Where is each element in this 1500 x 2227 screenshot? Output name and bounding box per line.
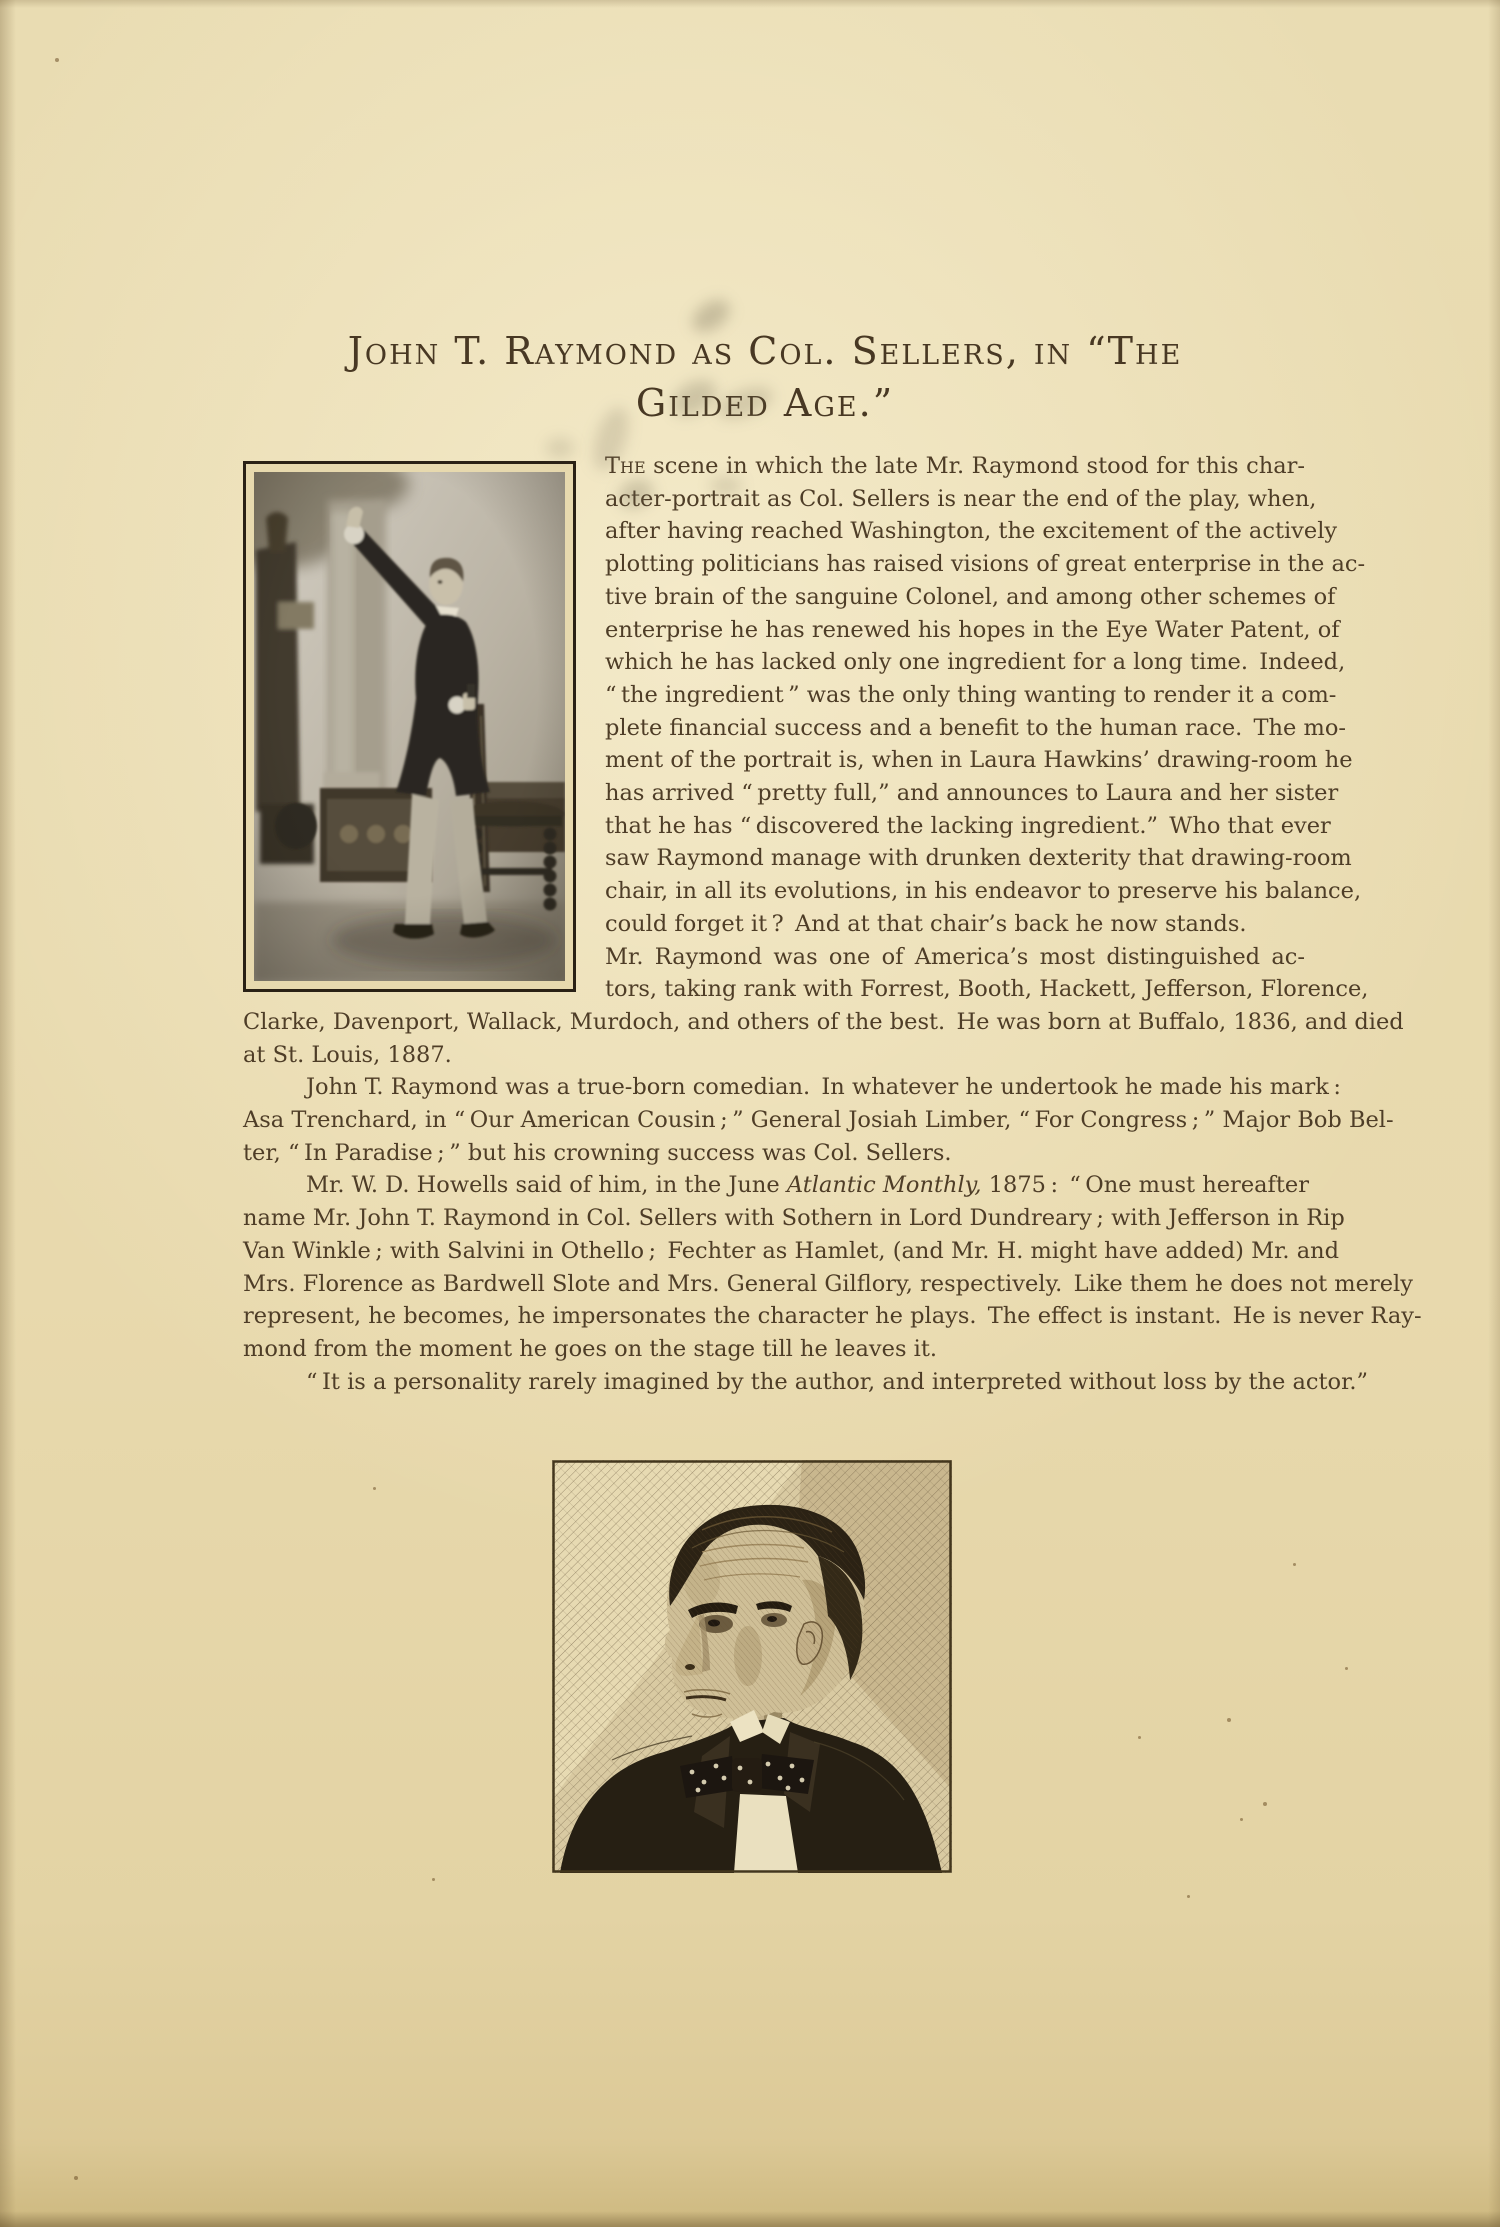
text-line: has arrived “ pretty full,” and announces to Laura and her sister <box>605 780 1339 807</box>
foxing-speck <box>1345 1667 1348 1670</box>
text-line: Asa Trenchard, in “ Our American Cousin ; ” General Josiah Limber, “ For Congress ; ” Major Bob Bel- <box>243 1107 1394 1134</box>
text-line: plete financial success and a benefit to the human race. The mo- <box>605 714 1346 741</box>
foxing-speck <box>55 58 59 62</box>
page-edge-shadow-left <box>0 0 16 2227</box>
text-line: could forget it ? And at that chair’s back he now stands. <box>605 910 1247 937</box>
page-title <box>15 325 1500 429</box>
text-line: Clarke, Davenport, Wallack, Murdoch, and others of the best. He was born at Buffalo, 1836, and died <box>243 1008 1404 1035</box>
text-line: “ It is a personality rarely imagined by the author, and interpreted without loss by the actor.” <box>306 1368 1369 1395</box>
page-edge-shadow-top <box>0 0 1500 8</box>
text-line: saw Raymond manage with drunken dexterity that drawing-room <box>605 845 1352 872</box>
text-line: Mr. Raymond was one of America’s most distinguished ac- <box>605 943 1305 970</box>
text-line: acter-portrait as Col. Sellers is near the end of the play, when, <box>605 485 1317 512</box>
small-caps-lead: The <box>605 453 646 479</box>
text-line: Van Winkle ; with Salvini in Othello ; Fechter as Hamlet, (and Mr. H. might have added) Mr. and <box>243 1237 1340 1264</box>
foxing-speck <box>1227 1718 1231 1722</box>
text-line: that he has “ discovered the lacking ingredient.” Who that ever <box>605 812 1331 839</box>
foxing-speck <box>1293 1563 1296 1566</box>
text-line: plotting politicians has raised visions of great enterprise in the ac- <box>605 551 1366 578</box>
text-line: name Mr. John T. Raymond in Col. Sellers with Sothern in Lord Dundreary ; with Jefferson in Rip <box>243 1205 1345 1232</box>
foxing-speck <box>1263 1802 1267 1806</box>
raymond-portrait-engraving <box>552 1460 952 1873</box>
bust-portrait-engraving <box>552 1460 952 1873</box>
text-line: after having reached Washington, the excitement of the actively <box>605 518 1338 545</box>
text-line: mond from the moment he goes on the stage till he leaves it. <box>243 1335 938 1362</box>
text-line: chair, in all its evolutions, in his endeavor to preserve his balance, <box>605 878 1362 905</box>
foxing-speck <box>1138 1736 1141 1739</box>
text-line: Mrs. Florence as Bardwell Slote and Mrs. General Gilflory, respectively. Like them he does not merely <box>243 1270 1413 1297</box>
text-line: ter, “ In Paradise ; ” but his crowning success was Col. Sellers. <box>243 1139 952 1166</box>
text-line: at St. Louis, 1887. <box>243 1041 452 1068</box>
standing-portrait-photo <box>243 461 576 992</box>
foxing-speck <box>1187 1895 1190 1898</box>
text-line: “ the ingredient ” was the only thing wanting to render it a com- <box>605 681 1337 708</box>
text-line: tive brain of the sanguine Colonel, and among other schemes of <box>605 583 1336 610</box>
article-body <box>243 450 1422 1398</box>
page-edge-shadow-bottom <box>0 2211 1500 2227</box>
italic-journal-title: Atlantic Monthly, <box>786 1172 982 1199</box>
foxing-speck <box>432 1878 435 1881</box>
foxing-speck <box>373 1487 376 1490</box>
page-title-line-1: John T. Raymond as Col. Sellers, in “The <box>347 329 1183 373</box>
page-title-line-2: Gilded Age.” <box>635 381 895 425</box>
text-line: tors, taking rank with Forrest, Booth, Hackett, Jefferson, Florence, <box>605 976 1369 1003</box>
text-line: The scene in which the late Mr. Raymond stood for this char- <box>605 453 1305 479</box>
foxing-speck <box>74 2176 78 2180</box>
text-line: represent, he becomes, he impersonates the character he plays. The effect is instant. He is never Ray- <box>243 1303 1422 1330</box>
text-line: enterprise he has renewed his hopes in the Eye Water Patent, of <box>605 616 1340 643</box>
text-line: John T. Raymond was a true-born comedian. In whatever he undertook he made his mark : <box>306 1074 1341 1101</box>
foxing-speck <box>1240 1818 1243 1821</box>
text-line: ment of the portrait is, when in Laura Hawkins’ drawing-room he <box>605 747 1353 774</box>
text-line: which he has lacked only one ingredient for a long time. Indeed, <box>605 649 1346 676</box>
col-sellers-photo-illustration <box>254 472 565 981</box>
text-line: Mr. W. D. Howells said of him, in the June Atlantic Monthly, 1875 : “ One must hereafter <box>306 1172 1309 1199</box>
